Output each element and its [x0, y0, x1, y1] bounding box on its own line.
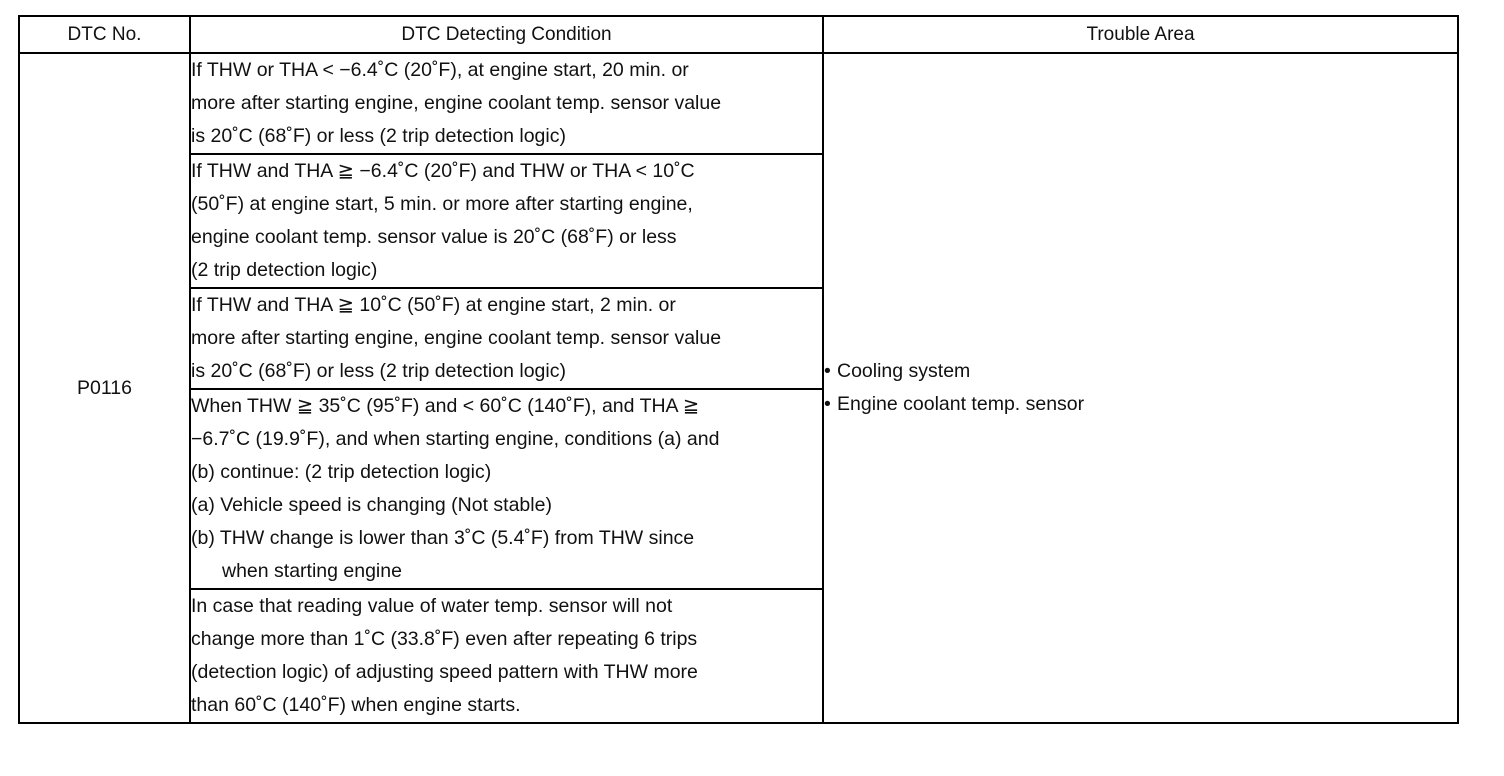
header-dtc-no: DTC No.	[19, 16, 190, 53]
dtc-table	[18, 15, 1459, 724]
condition-sub-b-line1: (b) THW change is lower than 3˚C (5.4˚F) from THW since	[191, 527, 695, 549]
condition-cell-4	[190, 389, 823, 589]
condition-cell-5	[190, 589, 823, 723]
condition-line: is 20˚C (68˚F) or less (2 trip detection logic)	[191, 360, 566, 382]
condition-line: −6.7˚C (19.9˚F), and when starting engine, conditions (a) and	[191, 428, 720, 450]
condition-line: is 20˚C (68˚F) or less (2 trip detection logic)	[191, 125, 566, 147]
condition-line: (50˚F) at engine start, 5 min. or more after starting engine,	[191, 193, 693, 215]
condition-line: more after starting engine, engine coolant temp. sensor value	[191, 92, 722, 114]
condition-line: (detection logic) of adjusting speed pattern with THW more	[191, 661, 698, 683]
trouble-area-item: • Engine coolant temp. sensor	[824, 388, 1457, 421]
condition-cell-3	[190, 288, 823, 389]
condition-line: than 60˚C (140˚F) when engine starts.	[191, 694, 521, 716]
trouble-area-item: • Cooling system	[824, 355, 1457, 388]
header-trouble-area: Trouble Area	[823, 16, 1458, 53]
condition-sub-b-line2: when starting engine	[222, 560, 402, 582]
condition-line: (b) continue: (2 trip detection logic)	[191, 461, 492, 483]
condition-line: If THW and THA ≧ −6.4˚C (20˚F) and THW or THA < 10˚C	[191, 160, 695, 182]
dtc-code-cell: P0116	[19, 53, 190, 723]
condition-line: If THW or THA < −6.4˚C (20˚F), at engine start, 20 min. or	[191, 59, 689, 81]
condition-line: more after starting engine, engine coolant temp. sensor value	[191, 327, 722, 349]
condition-cell-1	[190, 53, 823, 154]
header-row	[19, 16, 1458, 53]
condition-line: (2 trip detection logic)	[191, 259, 378, 281]
condition-line: In case that reading value of water temp. sensor will not	[191, 595, 673, 617]
trouble-area-cell	[823, 53, 1458, 723]
condition-line: If THW and THA ≧ 10˚C (50˚F) at engine start, 2 min. or	[191, 294, 676, 316]
condition-line: When THW ≧ 35˚C (95˚F) and < 60˚C (140˚F), and THA ≧	[191, 395, 700, 417]
table-row	[19, 53, 1458, 154]
condition-line: change more than 1˚C (33.8˚F) even after repeating 6 trips	[191, 628, 698, 650]
header-condition: DTC Detecting Condition	[190, 16, 823, 53]
condition-cell-2	[190, 154, 823, 288]
condition-sub-a: (a) Vehicle speed is changing (Not stable)	[191, 494, 552, 516]
condition-line: engine coolant temp. sensor value is 20˚C (68˚F) or less	[191, 226, 677, 248]
condition-sub-b	[191, 522, 822, 588]
